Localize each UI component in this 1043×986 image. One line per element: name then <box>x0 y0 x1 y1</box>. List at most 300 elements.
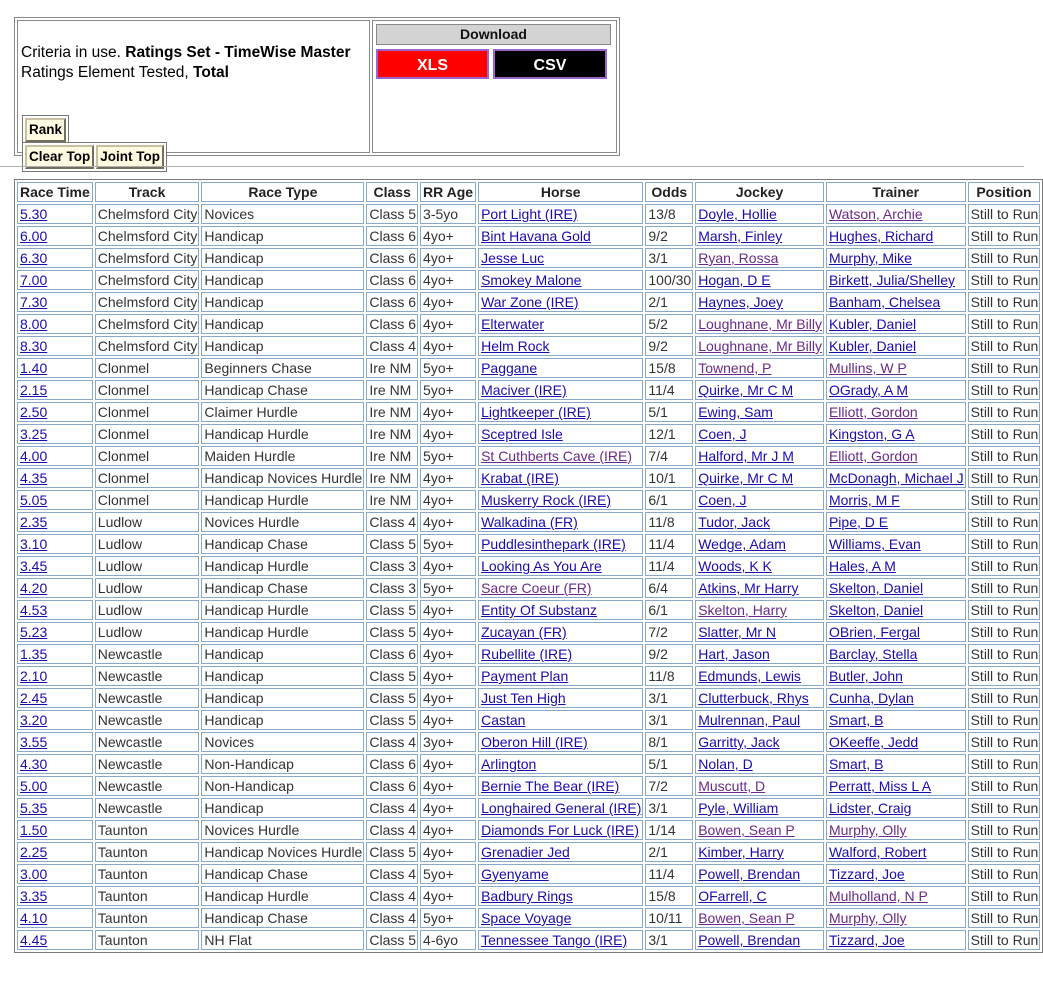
cell-jockey <box>695 622 824 642</box>
trainer-link[interactable]: Skelton, Daniel <box>828 602 924 618</box>
trainer-link[interactable]: Mulholland, N P <box>828 888 928 904</box>
cell-track: Taunton <box>95 864 200 884</box>
cell-class: Class 6 <box>366 314 418 334</box>
cell-race-time <box>17 336 93 356</box>
jockey-link[interactable]: Slatter, Mr N <box>698 624 777 640</box>
trainer-link[interactable]: Barclay, Stella <box>828 646 918 662</box>
cell-position: Still to Run <box>968 930 1041 950</box>
trainer-link[interactable]: Smart, B <box>828 712 884 728</box>
jockey-link[interactable]: Quirke, Mr C M <box>698 382 794 398</box>
trainer-link[interactable]: Tizzard, Joe <box>828 866 905 882</box>
horse-link[interactable]: War Zone (IRE) <box>481 294 579 310</box>
cell-rr-age: 4yo+ <box>420 688 476 708</box>
cell-odds: 3/1 <box>645 688 693 708</box>
trainer-link[interactable]: Pipe, D E <box>828 514 889 530</box>
rank-button[interactable]: Rank <box>25 118 66 142</box>
cell-odds: 11/4 <box>645 534 693 554</box>
race-time-link[interactable]: 7.00 <box>20 272 48 288</box>
cell-race-type: Handicap <box>201 666 364 686</box>
horse-link[interactable]: Helm Rock <box>481 338 550 354</box>
cell-race-time <box>17 842 93 862</box>
cell-horse <box>478 402 643 422</box>
cell-jockey <box>695 270 824 290</box>
table-row <box>17 556 1040 576</box>
cell-track: Newcastle <box>95 798 200 818</box>
race-time-link[interactable]: 3.35 <box>20 888 48 904</box>
jockey-link[interactable]: Quirke, Mr C M <box>698 470 794 486</box>
cell-race-time <box>17 248 93 268</box>
cell-track: Taunton <box>95 908 200 928</box>
table-row <box>17 666 1040 686</box>
trainer-link[interactable]: Skelton, Daniel <box>828 580 924 596</box>
cell-jockey <box>695 512 824 532</box>
cell-rr-age: 4yo+ <box>420 798 476 818</box>
cell-jockey <box>695 776 824 796</box>
cell-odds: 9/2 <box>645 336 693 356</box>
table-header-row <box>17 182 1040 202</box>
element-prefix: Ratings Element Tested, <box>21 64 189 81</box>
race-time-link[interactable]: 5.23 <box>20 624 48 640</box>
trainer-link[interactable]: Perratt, Miss L A <box>828 778 932 794</box>
race-time-link[interactable]: 2.50 <box>20 404 48 420</box>
cell-position: Still to Run <box>968 358 1041 378</box>
jockey-link[interactable]: Kimber, Harry <box>698 844 784 860</box>
horse-link[interactable]: Elterwater <box>481 316 545 332</box>
race-time-link[interactable]: 2.25 <box>20 844 48 860</box>
cell-class: Class 4 <box>366 820 418 840</box>
cell-odds: 11/4 <box>645 556 693 576</box>
trainer-link[interactable]: Tizzard, Joe <box>828 932 905 948</box>
jockey-link[interactable]: Clutterbuck, Rhys <box>698 690 809 706</box>
jockey-link[interactable]: Ryan, Rossa <box>698 250 779 266</box>
trainer-link[interactable]: Kubler, Daniel <box>828 338 917 354</box>
jockey-link[interactable]: Pyle, William <box>698 800 779 816</box>
race-time-link[interactable]: 5.30 <box>20 206 48 222</box>
race-time-link[interactable]: 2.35 <box>20 514 48 530</box>
horse-link[interactable]: Zucayan (FR) <box>481 624 567 640</box>
cell-position: Still to Run <box>968 754 1041 774</box>
cell-race-time <box>17 776 93 796</box>
table-row <box>17 534 1040 554</box>
horse-link[interactable]: Bernie The Bear (IRE) <box>481 778 620 794</box>
cell-jockey <box>695 578 824 598</box>
table-row <box>17 842 1040 862</box>
trainer-link[interactable]: Murphy, Olly <box>828 822 907 838</box>
jockey-link[interactable]: Wedge, Adam <box>698 536 786 552</box>
jockey-link[interactable]: Bowen, Sean P <box>698 822 795 838</box>
horse-link[interactable]: St Cuthberts Cave (IRE) <box>481 448 633 464</box>
trainer-link[interactable]: Murphy, Olly <box>828 910 907 926</box>
ratings-set: Ratings Set - TimeWise Master <box>125 44 351 61</box>
cell-trainer <box>826 204 966 224</box>
cell-race-time <box>17 666 93 686</box>
cell-class: Class 4 <box>366 798 418 818</box>
jockey-link[interactable]: Hart, Jason <box>698 646 770 662</box>
cell-position: Still to Run <box>968 490 1041 510</box>
cell-track: Ludlow <box>95 600 200 620</box>
cell-position: Still to Run <box>968 226 1041 246</box>
trainer-link[interactable]: McDonagh, Michael J <box>828 470 964 486</box>
trainer-link[interactable]: Watson, Archie <box>828 206 923 222</box>
jockey-link[interactable]: Woods, K K <box>698 558 772 574</box>
cell-rr-age: 4yo+ <box>420 336 476 356</box>
cell-odds: 3/1 <box>645 798 693 818</box>
jockey-link[interactable]: Powell, Brendan <box>698 866 801 882</box>
cell-horse <box>478 600 643 620</box>
race-time-link[interactable]: 3.55 <box>20 734 48 750</box>
horse-link[interactable]: Longhaired General (IRE) <box>481 800 642 816</box>
trainer-link[interactable]: Morris, M F <box>828 492 900 508</box>
cell-race-type: Non-Handicap <box>201 754 364 774</box>
race-time-link[interactable]: 2.10 <box>20 668 48 684</box>
table-row <box>17 688 1040 708</box>
race-time-link[interactable]: 4.30 <box>20 756 48 772</box>
cell-horse <box>478 710 643 730</box>
jockey-link[interactable]: Loughnane, Mr Billy <box>698 316 822 332</box>
cell-rr-age: 4yo+ <box>420 424 476 444</box>
jockey-link[interactable]: Coen, J <box>698 492 747 508</box>
cell-trainer <box>826 930 966 950</box>
race-time-link[interactable]: 4.00 <box>20 448 48 464</box>
horizontal-divider <box>0 166 1024 167</box>
cell-class: Class 5 <box>366 204 418 224</box>
cell-horse <box>478 754 643 774</box>
cell-rr-age: 5yo+ <box>420 578 476 598</box>
jockey-link[interactable]: Haynes, Joey <box>698 294 784 310</box>
cell-jockey <box>695 600 824 620</box>
cell-race-type: Handicap <box>201 644 364 664</box>
cell-race-time <box>17 578 93 598</box>
cell-class: Class 3 <box>366 578 418 598</box>
jockey-link[interactable]: Tudor, Jack <box>698 514 771 530</box>
jockey-link[interactable]: Bowen, Sean P <box>698 910 795 926</box>
horse-link[interactable]: Lightkeeper (IRE) <box>481 404 591 420</box>
cell-odds: 12/1 <box>645 424 693 444</box>
cell-horse <box>478 622 643 642</box>
cell-race-time <box>17 468 93 488</box>
cell-odds: 7/4 <box>645 446 693 466</box>
cell-trainer <box>826 688 966 708</box>
cell-race-type: Handicap <box>201 226 364 246</box>
trainer-link[interactable]: Butler, John <box>828 668 903 684</box>
cell-trainer <box>826 908 966 928</box>
jockey-link[interactable]: Hogan, D E <box>698 272 771 288</box>
horse-link[interactable]: Arlington <box>481 756 537 772</box>
cell-race-time <box>17 424 93 444</box>
trainer-link[interactable]: Williams, Evan <box>828 536 921 552</box>
cell-trainer <box>826 424 966 444</box>
horse-link[interactable]: Diamonds For Luck (IRE) <box>481 822 640 838</box>
cell-odds: 5/2 <box>645 314 693 334</box>
cell-track: Clonmel <box>95 468 200 488</box>
cell-race-time <box>17 292 93 312</box>
cell-trainer <box>826 798 966 818</box>
trainer-link[interactable]: Murphy, Mike <box>828 250 912 266</box>
horse-link[interactable]: Payment Plan <box>481 668 569 684</box>
cell-trainer <box>826 248 966 268</box>
download-cell <box>372 20 617 153</box>
horse-link[interactable]: Jesse Luc <box>481 250 545 266</box>
trainer-link[interactable]: Smart, B <box>828 756 884 772</box>
race-time-link[interactable]: 3.25 <box>20 426 48 442</box>
horse-link[interactable]: Castan <box>481 712 526 728</box>
jockey-link[interactable]: Marsh, Finley <box>698 228 783 244</box>
jockey-link[interactable]: Skelton, Harry <box>698 602 787 618</box>
cell-jockey <box>695 908 824 928</box>
column-header-race-type: Race Type <box>201 182 364 202</box>
jockey-link[interactable]: Loughnane, Mr Billy <box>698 338 822 354</box>
cell-race-type: Novices Hurdle <box>201 820 364 840</box>
table-row <box>17 512 1040 532</box>
race-time-link[interactable]: 3.45 <box>20 558 48 574</box>
jockey-link[interactable]: Townend, P <box>698 360 772 376</box>
cell-track: Ludlow <box>95 512 200 532</box>
cell-rr-age: 4yo+ <box>420 886 476 906</box>
cell-position: Still to Run <box>968 820 1041 840</box>
cell-trainer <box>826 270 966 290</box>
trainer-link[interactable]: OKeeffe, Jedd <box>828 734 919 750</box>
trainer-link[interactable]: OBrien, Fergal <box>828 624 921 640</box>
cell-rr-age: 4yo+ <box>420 820 476 840</box>
trainer-link[interactable]: Elliott, Gordon <box>828 404 918 420</box>
cell-track: Chelmsford City <box>95 204 200 224</box>
cell-jockey <box>695 446 824 466</box>
horse-link[interactable]: Paggane <box>481 360 538 376</box>
jockey-link[interactable]: Muscutt, D <box>698 778 766 794</box>
cell-jockey <box>695 380 824 400</box>
cell-position: Still to Run <box>968 204 1041 224</box>
trainer-link[interactable]: Elliott, Gordon <box>828 448 918 464</box>
table-row <box>17 226 1040 246</box>
cell-jockey <box>695 688 824 708</box>
jockey-link[interactable]: Doyle, Hollie <box>698 206 777 222</box>
table-row <box>17 402 1040 422</box>
cell-jockey <box>695 930 824 950</box>
cell-track: Taunton <box>95 820 200 840</box>
cell-class: Class 5 <box>366 534 418 554</box>
cell-race-type: Handicap <box>201 710 364 730</box>
cell-class: Class 6 <box>366 248 418 268</box>
cell-track: Newcastle <box>95 732 200 752</box>
cell-class: Class 6 <box>366 754 418 774</box>
jockey-link[interactable]: Nolan, D <box>698 756 753 772</box>
cell-rr-age: 4yo+ <box>420 622 476 642</box>
cell-race-type: Handicap Hurdle <box>201 556 364 576</box>
race-time-link[interactable]: 3.20 <box>20 712 48 728</box>
race-time-link[interactable]: 4.35 <box>20 470 48 486</box>
cell-class: Class 5 <box>366 710 418 730</box>
cell-race-type: Handicap <box>201 292 364 312</box>
race-time-link[interactable]: 5.00 <box>20 778 48 794</box>
cell-rr-age: 4yo+ <box>420 710 476 730</box>
horse-link[interactable]: Walkadina (FR) <box>481 514 578 530</box>
race-time-link[interactable]: 6.00 <box>20 228 48 244</box>
cell-horse <box>478 292 643 312</box>
cell-odds: 10/11 <box>645 908 693 928</box>
column-header-jockey: Jockey <box>695 182 824 202</box>
cell-class: Ire NM <box>366 490 418 510</box>
trainer-link[interactable]: Kingston, G A <box>828 426 915 442</box>
cell-position: Still to Run <box>968 402 1041 422</box>
table-row <box>17 446 1040 466</box>
joint-top-button[interactable]: Joint Top <box>96 145 164 169</box>
cell-race-type: Handicap Hurdle <box>201 622 364 642</box>
cell-race-type: Handicap Novices Hurdle <box>201 842 364 862</box>
horse-link[interactable]: Looking As You Are <box>481 558 602 574</box>
horse-link[interactable]: Sceptred Isle <box>481 426 563 442</box>
trainer-link[interactable]: Walford, Robert <box>828 844 927 860</box>
cell-odds: 11/8 <box>645 666 693 686</box>
jockey-link[interactable]: Powell, Brendan <box>698 932 801 948</box>
table-row <box>17 468 1040 488</box>
cell-race-type: Claimer Hurdle <box>201 402 364 422</box>
races-table <box>14 179 1043 953</box>
cell-race-time <box>17 490 93 510</box>
cell-horse <box>478 908 643 928</box>
race-time-link[interactable]: 5.35 <box>20 800 48 816</box>
cell-rr-age: 4yo+ <box>420 248 476 268</box>
trainer-link[interactable]: Banham, Chelsea <box>828 294 941 310</box>
jockey-link[interactable]: Edmunds, Lewis <box>698 668 801 684</box>
trainer-link[interactable]: Birkett, Julia/Shelley <box>828 272 956 288</box>
table-row <box>17 798 1040 818</box>
cell-horse <box>478 226 643 246</box>
race-time-link[interactable]: 4.20 <box>20 580 48 596</box>
horse-link[interactable]: Krabat (IRE) <box>481 470 559 486</box>
race-time-link[interactable]: 8.30 <box>20 338 48 354</box>
trainer-link[interactable]: Hales, A M <box>828 558 896 574</box>
table-row <box>17 908 1040 928</box>
race-time-link[interactable]: 4.53 <box>20 602 48 618</box>
cell-race-time <box>17 380 93 400</box>
xls-download-button[interactable]: XLS <box>376 49 489 79</box>
race-time-link[interactable]: 4.10 <box>20 910 48 926</box>
clear-top-button[interactable]: Clear Top <box>25 145 94 169</box>
cell-position: Still to Run <box>968 732 1041 752</box>
cell-trainer <box>826 776 966 796</box>
race-time-link[interactable]: 2.15 <box>20 382 48 398</box>
header-panel <box>14 17 620 164</box>
horse-link[interactable]: Muskerry Rock (IRE) <box>481 492 611 508</box>
horse-link[interactable]: Tennessee Tango (IRE) <box>481 932 628 948</box>
cell-horse <box>478 204 643 224</box>
horse-link[interactable]: Port Light (IRE) <box>481 206 578 222</box>
cell-trainer <box>826 732 966 752</box>
trainer-link[interactable]: Lidster, Craig <box>828 800 912 816</box>
cell-position: Still to Run <box>968 446 1041 466</box>
trainer-link[interactable]: OGrady, A M <box>828 382 909 398</box>
trainer-link[interactable]: Kubler, Daniel <box>828 316 917 332</box>
horse-link[interactable]: Maciver (IRE) <box>481 382 567 398</box>
cell-rr-age: 5yo+ <box>420 446 476 466</box>
race-time-link[interactable]: 2.45 <box>20 690 48 706</box>
cell-race-type: Handicap Novices Hurdle <box>201 468 364 488</box>
cell-horse <box>478 930 643 950</box>
horse-link[interactable]: Grenadier Jed <box>481 844 570 860</box>
cell-odds: 5/1 <box>645 402 693 422</box>
race-time-link[interactable]: 7.30 <box>20 294 48 310</box>
horse-link[interactable]: Rubellite (IRE) <box>481 646 573 662</box>
jockey-link[interactable]: Ewing, Sam <box>698 404 773 420</box>
race-time-link[interactable]: 1.50 <box>20 822 48 838</box>
csv-download-button[interactable]: CSV <box>493 49 607 79</box>
cell-odds: 15/8 <box>645 358 693 378</box>
cell-rr-age: 5yo+ <box>420 864 476 884</box>
criteria-cell <box>17 20 370 164</box>
cell-trainer <box>826 622 966 642</box>
table-row <box>17 644 1040 664</box>
horse-link[interactable]: Sacre Coeur (FR) <box>481 580 592 596</box>
cell-track: Clonmel <box>95 446 200 466</box>
horse-link[interactable]: Entity Of Substanz <box>481 602 598 618</box>
horse-link[interactable]: Puddlesinthepark (IRE) <box>481 536 626 552</box>
trainer-link[interactable]: Mullins, W P <box>828 360 907 376</box>
column-header-rr-age: RR Age <box>420 182 476 202</box>
race-time-link[interactable]: 4.45 <box>20 932 48 948</box>
cell-class: Ire NM <box>366 424 418 444</box>
horse-link[interactable]: Oberon Hill (IRE) <box>481 734 588 750</box>
cell-trainer <box>826 864 966 884</box>
cell-horse <box>478 358 643 378</box>
cell-rr-age: 4yo+ <box>420 842 476 862</box>
cell-race-time <box>17 226 93 246</box>
cell-position: Still to Run <box>968 600 1041 620</box>
cell-track: Clonmel <box>95 380 200 400</box>
cell-position: Still to Run <box>968 776 1041 796</box>
cell-track: Newcastle <box>95 644 200 664</box>
race-time-link[interactable]: 1.40 <box>20 360 48 376</box>
cell-race-time <box>17 732 93 752</box>
trainer-link[interactable]: Hughes, Richard <box>828 228 934 244</box>
jockey-link[interactable]: Garritty, Jack <box>698 734 780 750</box>
race-time-link[interactable]: 3.10 <box>20 536 48 552</box>
cell-race-type: Handicap <box>201 798 364 818</box>
trainer-link[interactable]: Cunha, Dylan <box>828 690 914 706</box>
race-time-link[interactable]: 5.05 <box>20 492 48 508</box>
horse-link[interactable]: Space Voyage <box>481 910 572 926</box>
jockey-link[interactable]: OFarrell, C <box>698 888 767 904</box>
cell-trainer <box>826 468 966 488</box>
cell-class: Class 6 <box>366 776 418 796</box>
jockey-link[interactable]: Atkins, Mr Harry <box>698 580 799 596</box>
race-time-link[interactable]: 8.00 <box>20 316 48 332</box>
horse-link[interactable]: Gyenyame <box>481 866 549 882</box>
race-time-link[interactable]: 3.00 <box>20 866 48 882</box>
horse-link[interactable]: Just Ten High <box>481 690 566 706</box>
cell-jockey <box>695 666 824 686</box>
horse-link[interactable]: Badbury Rings <box>481 888 573 904</box>
cell-jockey <box>695 644 824 664</box>
table-row <box>17 776 1040 796</box>
cell-class: Class 5 <box>366 666 418 686</box>
cell-position: Still to Run <box>968 314 1041 334</box>
cell-rr-age: 4-6yo <box>420 930 476 950</box>
cell-position: Still to Run <box>968 468 1041 488</box>
horse-link[interactable]: Smokey Malone <box>481 272 582 288</box>
race-time-link[interactable]: 1.35 <box>20 646 48 662</box>
jockey-link[interactable]: Mulrennan, Paul <box>698 712 801 728</box>
cell-position: Still to Run <box>968 886 1041 906</box>
cell-track: Ludlow <box>95 534 200 554</box>
cell-rr-age: 4yo+ <box>420 314 476 334</box>
jockey-link[interactable]: Halford, Mr J M <box>698 448 794 464</box>
jockey-link[interactable]: Coen, J <box>698 426 747 442</box>
cell-class: Class 3 <box>366 556 418 576</box>
race-time-link[interactable]: 6.30 <box>20 250 48 266</box>
horse-link[interactable]: Bint Havana Gold <box>481 228 591 244</box>
cell-position: Still to Run <box>968 248 1041 268</box>
cell-trainer <box>826 446 966 466</box>
